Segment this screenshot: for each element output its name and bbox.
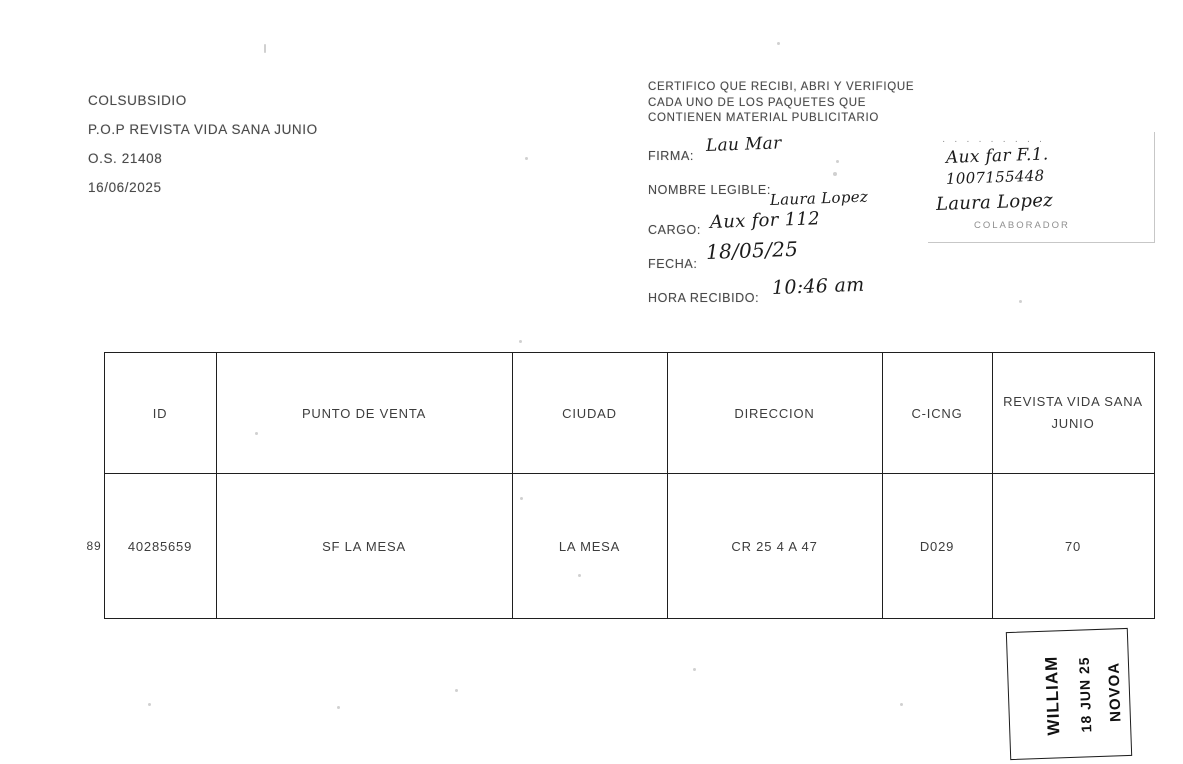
table-cell-id: 40285659 — [104, 474, 216, 619]
scan-speck — [836, 160, 839, 163]
approval-stamp-line-3: Laura Lopez — [935, 189, 1054, 215]
points-of-sale-table — [78, 352, 1154, 614]
field-hora-recibido-value: 10:46 am — [771, 273, 865, 299]
approval-stamp-line-1: Aux far F.1. — [945, 144, 1049, 168]
table-cell-ciudad: LA MESA — [512, 474, 667, 619]
table — [78, 352, 1155, 619]
scan-speck — [777, 42, 780, 45]
scan-speck — [455, 689, 458, 692]
delivery-stamp-name: WILLIAM — [1041, 655, 1064, 736]
table-header-punto-de-venta: PUNTO DE VENTA — [216, 353, 512, 474]
certification-line-2: CADA UNO DE LOS PAQUETES QUE — [648, 96, 867, 109]
scan-speck — [1019, 300, 1022, 303]
field-hora-recibido — [648, 273, 914, 319]
field-cargo-value: Aux for 112 — [709, 207, 821, 233]
scan-speck — [900, 703, 903, 706]
approval-stamp-line-2: 1007155448 — [945, 166, 1045, 188]
scan-speck — [578, 574, 581, 577]
scan-speck — [337, 706, 340, 709]
table-cell-rownum: 89 — [86, 539, 102, 553]
table-header-row — [78, 353, 1154, 474]
scan-speck — [255, 432, 258, 435]
company-name: COLSUBSIDIO — [88, 93, 187, 108]
delivery-stamp — [1006, 628, 1132, 760]
table-cell-revista: 70 — [992, 474, 1154, 619]
table-header-rownum — [78, 353, 104, 474]
field-firma — [648, 132, 914, 177]
document-header-left — [88, 88, 318, 204]
scan-speck — [693, 668, 696, 671]
certification-block — [648, 80, 914, 319]
table-header-cicng: C-ICNG — [882, 353, 992, 474]
table-header-direccion: DIRECCION — [667, 353, 882, 474]
scan-speck — [264, 44, 266, 53]
certification-line-1: CERTIFICO QUE RECIBI, ABRI Y VERIFIQUE — [648, 81, 915, 93]
scan-speck — [833, 172, 837, 176]
approval-stamp — [928, 132, 1156, 244]
field-fecha-label: FECHA: — [648, 256, 698, 271]
approval-stamp-role: COLABORADOR — [974, 220, 1070, 231]
table-header-id: ID — [104, 353, 216, 474]
delivery-stamp-date: 18 JUN 25 — [1075, 656, 1095, 733]
campaign-name: P.O.P REVISTA VIDA SANA JUNIO — [88, 122, 318, 137]
certification-line-3: CONTIENEN MATERIAL PUBLICITARIO — [648, 112, 880, 124]
field-firma-label: FIRMA: — [648, 148, 694, 163]
table-header-revista-line-2: JUNIO — [1051, 416, 1095, 431]
scan-speck — [520, 497, 523, 500]
scan-speck — [525, 157, 528, 160]
approval-stamp-dots: · · · · · · · · · — [942, 136, 1046, 147]
field-cargo-label: CARGO: — [648, 222, 701, 237]
field-hora-recibido-label: HORA RECIBIDO: — [648, 290, 760, 305]
field-nombre-legible-value: Laura Lopez — [769, 187, 869, 209]
order-number: O.S. 21408 — [88, 151, 163, 166]
field-fecha-value: 18/05/25 — [705, 236, 799, 264]
table-cell-punto-de-venta: SF LA MESA — [216, 474, 512, 619]
table-row — [78, 474, 1154, 619]
field-nombre-legible-label: NOMBRE LEGIBLE: — [648, 182, 771, 197]
table-header-revista-line-1: REVISTA VIDA SANA — [1003, 394, 1143, 409]
table-header-ciudad: CIUDAD — [512, 353, 667, 474]
field-firma-value: Lau Mar — [705, 132, 782, 156]
table-cell-cicng: D029 — [882, 474, 992, 619]
delivery-stamp-surname: NOVOA — [1105, 661, 1125, 723]
table-header-revista — [992, 353, 1154, 474]
scan-speck — [148, 703, 151, 706]
document-date: 16/06/2025 — [88, 180, 162, 195]
table-cell-direccion: CR 25 4 A 47 — [667, 474, 882, 619]
scan-speck — [519, 340, 522, 343]
